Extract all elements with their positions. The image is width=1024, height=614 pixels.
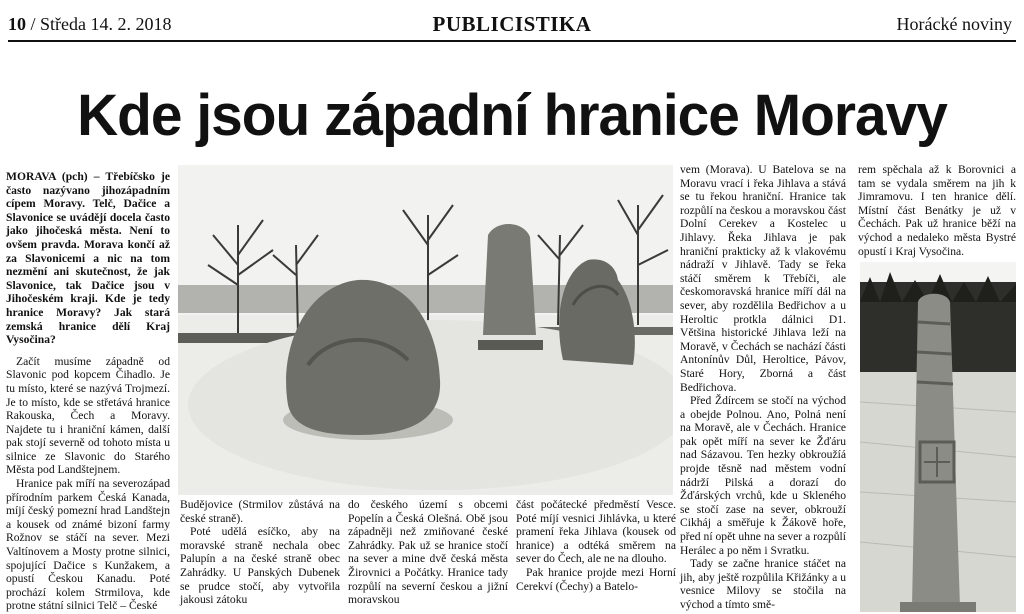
issue-date: / Středa 14. 2. 2018 (26, 14, 172, 34)
article-column-2 (180, 498, 340, 607)
section-title: PUBLICISTIKA (432, 12, 592, 36)
boundary-stone-photo-illustration (860, 262, 1016, 612)
article-column-5 (680, 163, 846, 612)
body-paragraph: do českého území s obcemi Popelín a Česká Olešná. Obě jsou západněji než zmiňované české Zahrádky. Pak už se hranice stočí na sever a mine dvě česká města Žirovnici a Počátky. Hranice tady rozpůlí na severní českou a jižní moravskou (348, 498, 508, 607)
body-paragraph: Hranice pak míří na severozápad přírodním parkem Česká Kanada, míjí český pomezní hrad Landštejn a kousek od známé bizoní farmy Rožnov se stáčí na sever. Mezi Valtínovem a Mosty protne silnici, spojující Dačice s Kunžakem, a opustí Českou Kanadu. Poté prochází kolem Strmilova, kde protne státní silnici Telč – České (6, 477, 170, 613)
masthead (8, 6, 1016, 42)
article-column-6 (858, 163, 1016, 258)
stone-monuments-photo-illustration (178, 165, 673, 495)
body-paragraph: rem spěchala až k Borovnici a tam se vydala směrem na jih k Jimramovu. I ten hranice dělí. Místní část Benátky je už v Čechách. Pak už hranice běží na východ a nedaleko města Bystré opustí i Kraj Vysočina. (858, 163, 1016, 258)
article-headline: Kde jsou západní hranice Moravy (77, 83, 947, 148)
body-paragraph: Pak hranice projde mezi Horní Cerekví (Čechy) a Batelo- (516, 565, 676, 593)
article-column-1 (6, 170, 170, 613)
article-column-3 (348, 498, 508, 607)
body-paragraph: Před Ždírcem se stočí na východ a obejde Polnou. Ano, Polná není na Moravě, ale v Čechách. Hranice pak opět míří na sever ke Žďáru nad Sázavou. Ten hezky obkroužíá projde těsně nad městem vodní nádrží Pilská a dorazí do Žďárských vrchů, kde u Skleného se stočí zase na sever, obkrouží Cikháj a směřuje k Žákově hoře, před ní opět uhne na sever a rozpůlí Herálec a po něm i Svratku. (680, 394, 846, 557)
body-paragraph: Začít musíme západně od Slavonic pod kopcem Čihadlo. Je tu místo, které se nazývá Trojmezí. Je to místo, kde se střetává hranice Rakouska, Čech a Moravy. Najdete tu i hraniční kámen, další pak stojí severně od tohoto místa u silnice ze Slavonic do Starého Města pod Landštejnem. (6, 354, 170, 477)
body-paragraph: Budějovice (Strmilov zůstává na české straně). (180, 498, 340, 525)
article-lead: MORAVA (pch) – Třebíčsko je často nazývano jihozápadním cípem Moravy. Telč, Dačice a Slavonice se uvádějí docela často jako jihočeská města. Není to ovšem pravda. Morava končí až za Slavonicemi a nic na tom nezmění ani skutečnost, že jak Slavonice, tak Dačice jsou v Jihočeském kraji. Kde je tedy hranice Moravy? Jak stará zemská hranice dělí Kraj Vysočina? (6, 170, 170, 347)
boundary-stone-photo (860, 262, 1016, 612)
body-paragraph: část počátecké předměstí Vesce. Poté míjí vesnici Jihlávka, u které pramení řeka Jihlava (kousek od hranice) a odtéká směrem na sever do Čech, ale ne na dlouho. (516, 498, 676, 566)
body-paragraph: Tady se začne hranice stáčet na jih, aby ještě rozpůlila Křižánky a u vesnice Milovy se stočila na východ a tímto smě- (680, 557, 846, 611)
body-paragraph: Poté udělá esíčko, aby na moravské straně nechala obec Palupín a na české straně obec Zahrádky. U Panských Dubenek se prudce stočí, aby vytvořila jakousi zátoku (180, 525, 340, 607)
stone-monuments-photo (178, 165, 673, 495)
page-number: 10 (8, 14, 26, 34)
body-paragraph: vem (Morava). U Batelova se na Moravu vrací i řeka Jihlava a stává se tu řekou hraniční. Hranice tak rozpůlí na českou a moravskou část Dolní Cerekev a Kostelec u Jihlavy. Řeka Jihlava je pak hraniční prakticky až k vlakovému nádraží v Jihlavě. Tady se řeka stáčí směrem k Třebíči, ale českomoravská hranice míří dál na sever, aby rozdělila Bedřichov a u Heroltic protkla dálnici D1. Většina historické Jihlava leží na Moravě, v Čechách se nachází části Antonínův Důl, Heroltice, Pávov, Staré Hory, Zborná a část Bedřichova. (680, 163, 846, 394)
newspaper-name: Horácké noviny (896, 14, 1012, 34)
article-column-4 (516, 498, 676, 593)
